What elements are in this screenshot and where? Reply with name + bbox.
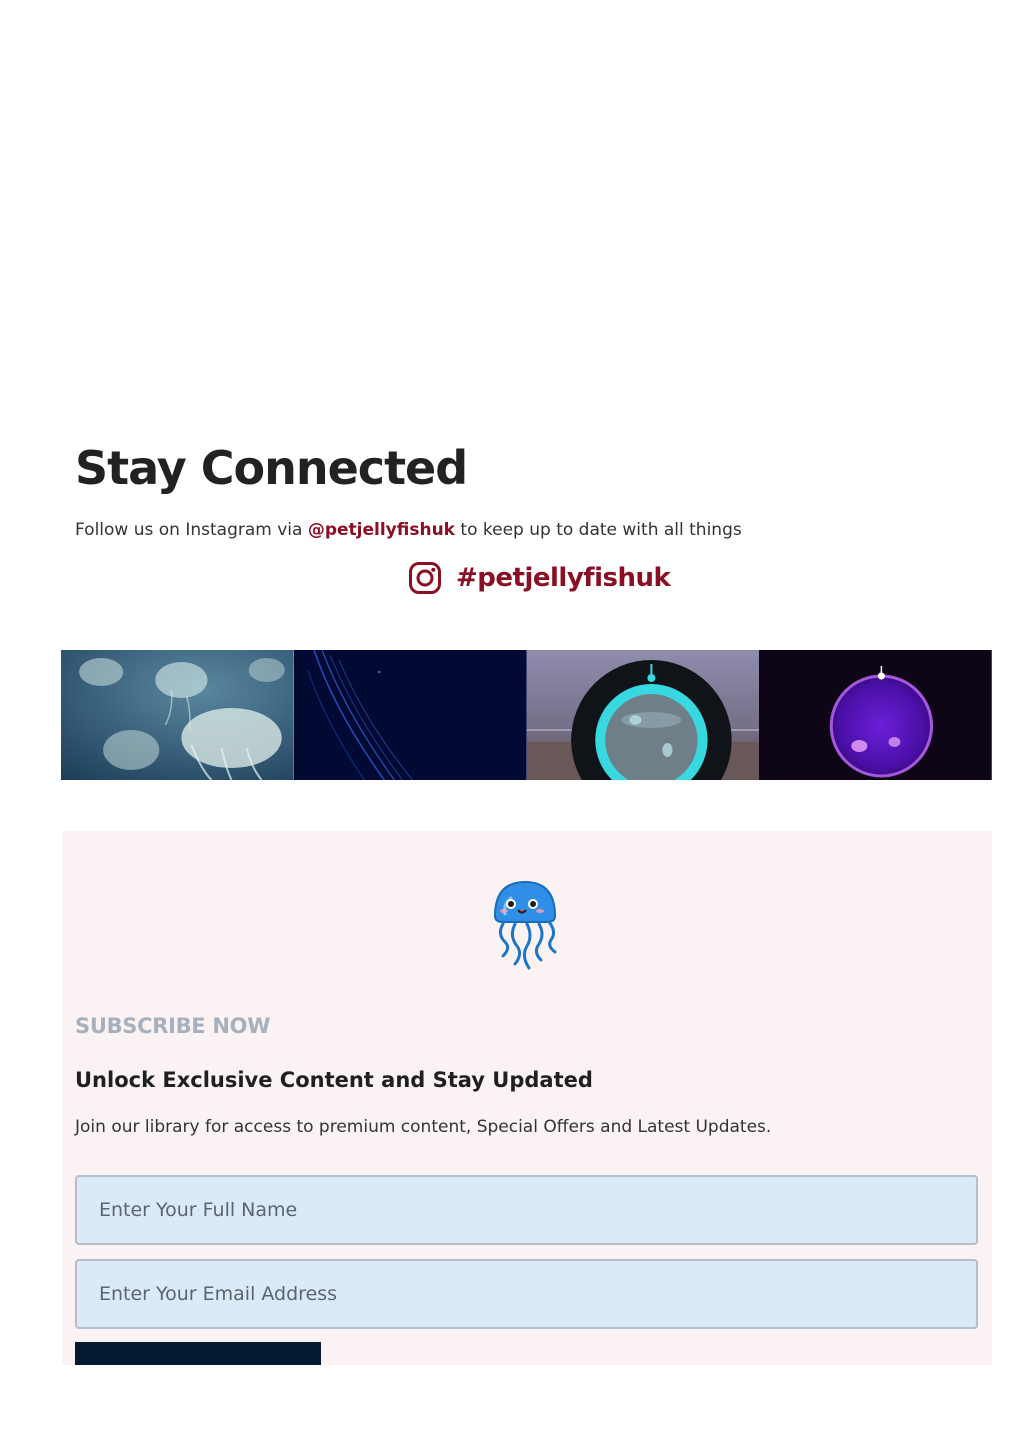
gallery-photo-blue-tentacles[interactable] (294, 650, 527, 780)
subscribe-description: Join our library for access to premium content, Special Offers and Latest Updates. (75, 1117, 772, 1137)
subscribe-eyebrow: SUBSCRIBE NOW (75, 1014, 271, 1038)
instagram-icon (408, 561, 442, 595)
blue-tentacles-image (294, 650, 527, 780)
follow-suffix: to keep up to date with all things (455, 520, 742, 540)
instagram-handle-link[interactable]: @petjellyfishuk (307, 520, 455, 540)
purple-sphere-aquarium-image (759, 650, 992, 780)
follow-prefix: Follow us on Instagram via (75, 520, 308, 540)
moon-jellyfish-image (61, 650, 294, 780)
gallery-photo-cyan-ring-aquarium[interactable] (527, 650, 760, 780)
email-input[interactable] (75, 1259, 978, 1329)
gallery-photo-moon-jellyfish[interactable] (61, 650, 294, 780)
subscribe-submit-button[interactable] (75, 1342, 321, 1365)
jellyfish-mascot-icon (487, 878, 565, 972)
stay-connected-title: Stay Connected (75, 441, 468, 495)
instagram-follow-text (75, 518, 742, 542)
full-name-input[interactable] (75, 1175, 978, 1245)
instagram-gallery (61, 650, 992, 780)
gallery-photo-purple-sphere-aquarium[interactable] (759, 650, 992, 780)
hashtag-link[interactable] (408, 558, 670, 598)
hashtag-label: #petjellyfishuk (456, 563, 671, 593)
cyan-ring-aquarium-image (527, 650, 760, 780)
subscribe-heading: Unlock Exclusive Content and Stay Updated (75, 1068, 593, 1092)
